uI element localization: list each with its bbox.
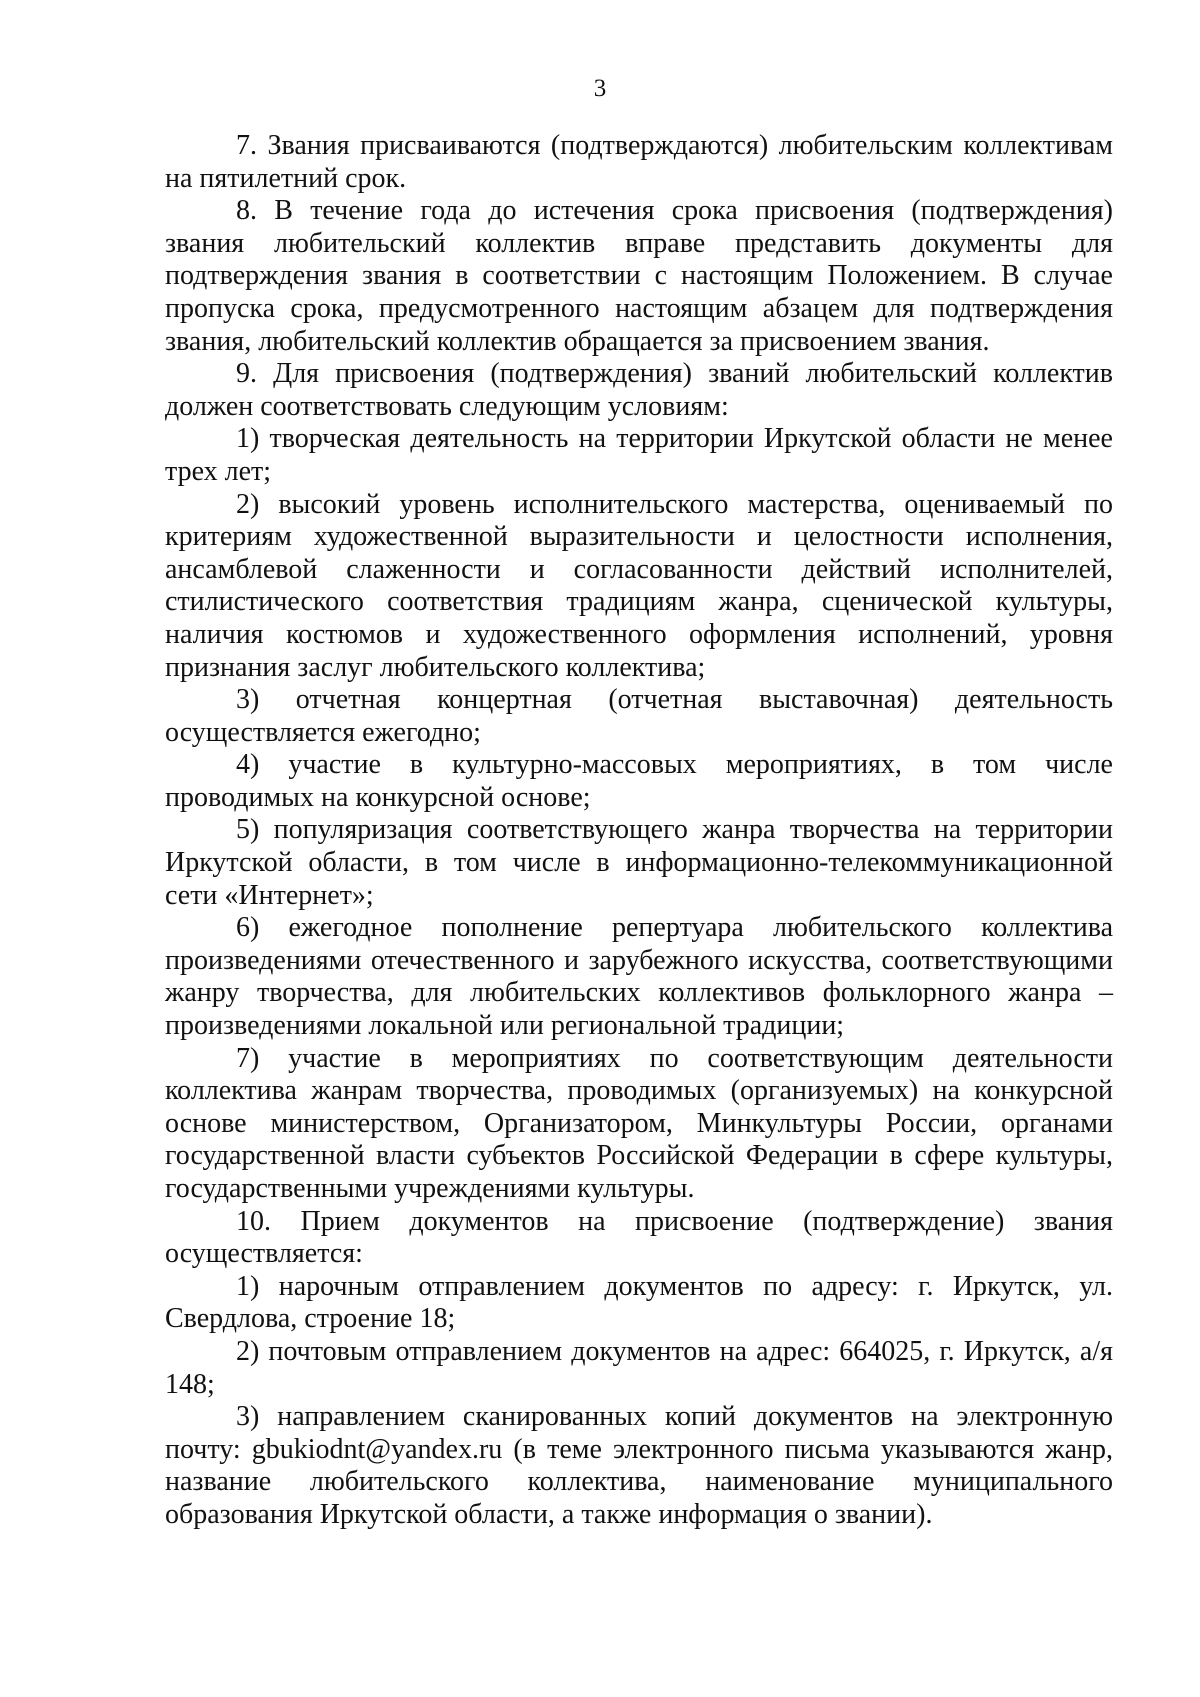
condition-2: 2) высокий уровень исполнительского мастерства, оцениваемый по критериям художественной выразительности и целостности исполнения, ансамблевой слаженности и согласованности действий исполнителей, стилистического соответствия традициям жанра, сценической культуры, наличия костюмов и художественного оформления исполнений, уровня признания заслуг любительского коллектива; xyxy=(165,488,1113,683)
condition-4: 4) участие в культурно-массовых мероприятиях, в том числе проводимых на конкурсной основе; xyxy=(165,749,1113,813)
condition-1: 1) творческая деятельность на территории Иркутской области не менее трех лет; xyxy=(165,423,1113,487)
submission-method-3: 3) направлением сканированных копий документов на электронную почту: gbukiodnt@yandex.ru (в теме электронного письма указываются жанр, название любительского коллектива, наименование муниципального образования Иркутской области, а также информация о звании). xyxy=(165,1401,1113,1530)
paragraph-10: 10. Прием документов на присвоение (подтверждение) звания осуществляется: xyxy=(165,1205,1113,1270)
document-body xyxy=(165,130,1113,1532)
condition-7: 7) участие в мероприятиях по соответствующим деятельности коллектива жанрам творчества, проводимых (организуемых) на конкурсной основе министерством, Организатором, Минкультуры России, органами государственной власти субъектов Российской Федерации в сфере культуры, государственными учреждениями культуры. xyxy=(165,1042,1113,1204)
page-number: 3 xyxy=(593,75,607,102)
condition-3: 3) отчетная концертная (отчетная выставочная) деятельность осуществляется ежегодно; xyxy=(165,684,1113,748)
condition-6: 6) ежегодное пополнение репертуара любительского коллектива произведениями отечественного и зарубежного искусства, соответствующими жанру творчества, для любительских коллективов фольклорного жанра – произведениями локальной или региональной традиции; xyxy=(165,912,1113,1042)
submission-method-2: 2) почтовым отправлением документов на адрес: 664025, г. Иркутск, а/я 148; xyxy=(165,1335,1113,1400)
paragraph-8: 8. В течение года до истечения срока присвоения (подтверждения) звания любительский коллектив вправе представить документы для подтверждения звания в соответствии с настоящим Положением. В случае пропуска срока, предусмотренного настоящим абзацем для подтверждения звания, любительский коллектив обращается за присвоением звания. xyxy=(165,195,1113,357)
submission-method-1: 1) нарочным отправлением документов по адресу: г. Иркутск, ул. Свердлова, строение 18; xyxy=(165,1270,1113,1335)
condition-5: 5) популяризация соответствующего жанра творчества на территории Иркутской области, в том числе в информационно-телекоммуникационной сети «Интернет»; xyxy=(165,814,1113,911)
paragraph-9: 9. Для присвоения (подтверждения) званий любительский коллектив должен соответствовать следующим условиям: xyxy=(165,358,1113,422)
paragraph-7: 7. Звания присваиваются (подтверждаются) любительским коллективам на пятилетний срок. xyxy=(165,130,1113,194)
